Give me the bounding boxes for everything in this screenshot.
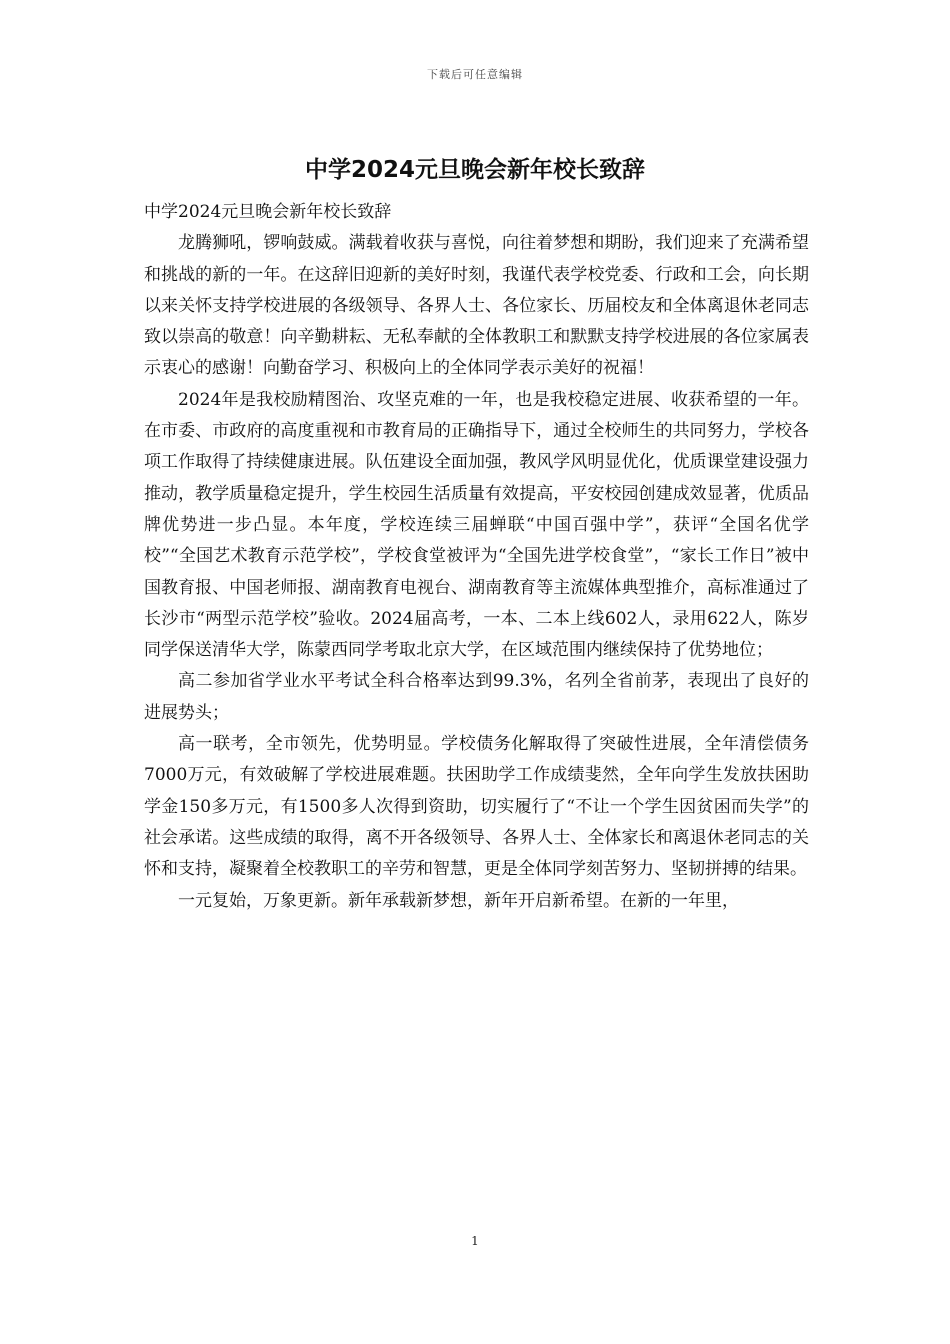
document-subtitle: 中学2024元旦晚会新年校长致辞 xyxy=(144,202,392,222)
document-body xyxy=(144,197,809,917)
paragraph: 龙腾狮吼，锣响鼓威。满载着收获与喜悦，向往着梦想和期盼，我们迎来了充满希望和挑战的新的一年。在这辞旧迎新的美好时刻，我谨代表学校党委、行政和工会，向长期以来关怀支持学校进展的各级领导、各界人士、各位家长、历届校友和全体离退休老同志致以崇高的敬意！向辛勤耕耘、无私奉献的全体教职工和默默支持学校进展的各位家属表示衷心的感谢！向勤奋学习、积极向上的全体同学表示美好的祝福！ xyxy=(144,233,809,379)
paragraph: 一元复始，万象更新。新年承载新梦想，新年开启新希望。在新的一年里， xyxy=(178,890,739,911)
paragraph: 2024年是我校励精图治、攻坚克难的一年，也是我校稳定进展、收获希望的一年。在市委、市政府的高度重视和市教育局的正确指导下，通过全校师生的共同努力，学校各项工作取得了持续健康进展。队伍建设全面加强，教风学风明显优化，优质课堂建设强力推动，教学质量稳定提升，学生校园生活质量有效提高，平安校园创建成效显著，优质品牌优势进一步凸显。本年度，学校连续三届蝉联“中国百强中学”，获评“全国名优学校”“全国艺术教育示范学校”，学校食堂被评为“全国先进学校食堂”，“家长工作日”被中国教育报、中国老师报、湖南教育电视台、湖南教育等主流媒体典型推介，高标准通过了长沙市“两型示范学校”验收。2024届高考，一本、二本上线602人，录用622人，陈岁同学保送清华大学，陈蒙西同学考取北京大学，在区域范围内继续保持了优势地位； xyxy=(144,389,809,661)
paragraph: 高二参加省学业水平考试全科合格率达到99.3%，名列全省前茅，表现出了良好的进展势头； xyxy=(144,671,809,723)
page-number: 1 xyxy=(471,1234,479,1248)
document-title: 中学2024元旦晚会新年校长致辞 xyxy=(304,157,645,183)
paragraph: 高一联考，全市领先，优势明显。学校债务化解取得了突破性进展，全年清偿债务7000万元，有效破解了学校进展难题。扶困助学工作成绩斐然，全年向学生发放扶困助学金150多万元，有1500多人次得到资助，切实履行了“不让一个学生因贫困而失学”的社会承诺。这些成绩的取得，离不开各级领导、各界人士、全体家长和离退休老同志的关怀和支持，凝聚着全校教职工的辛劳和智慧，更是全体同学刻苦努力、坚韧拼搏的结果。 xyxy=(144,734,809,880)
page-header-note: 下载后可任意编辑 xyxy=(427,68,523,81)
